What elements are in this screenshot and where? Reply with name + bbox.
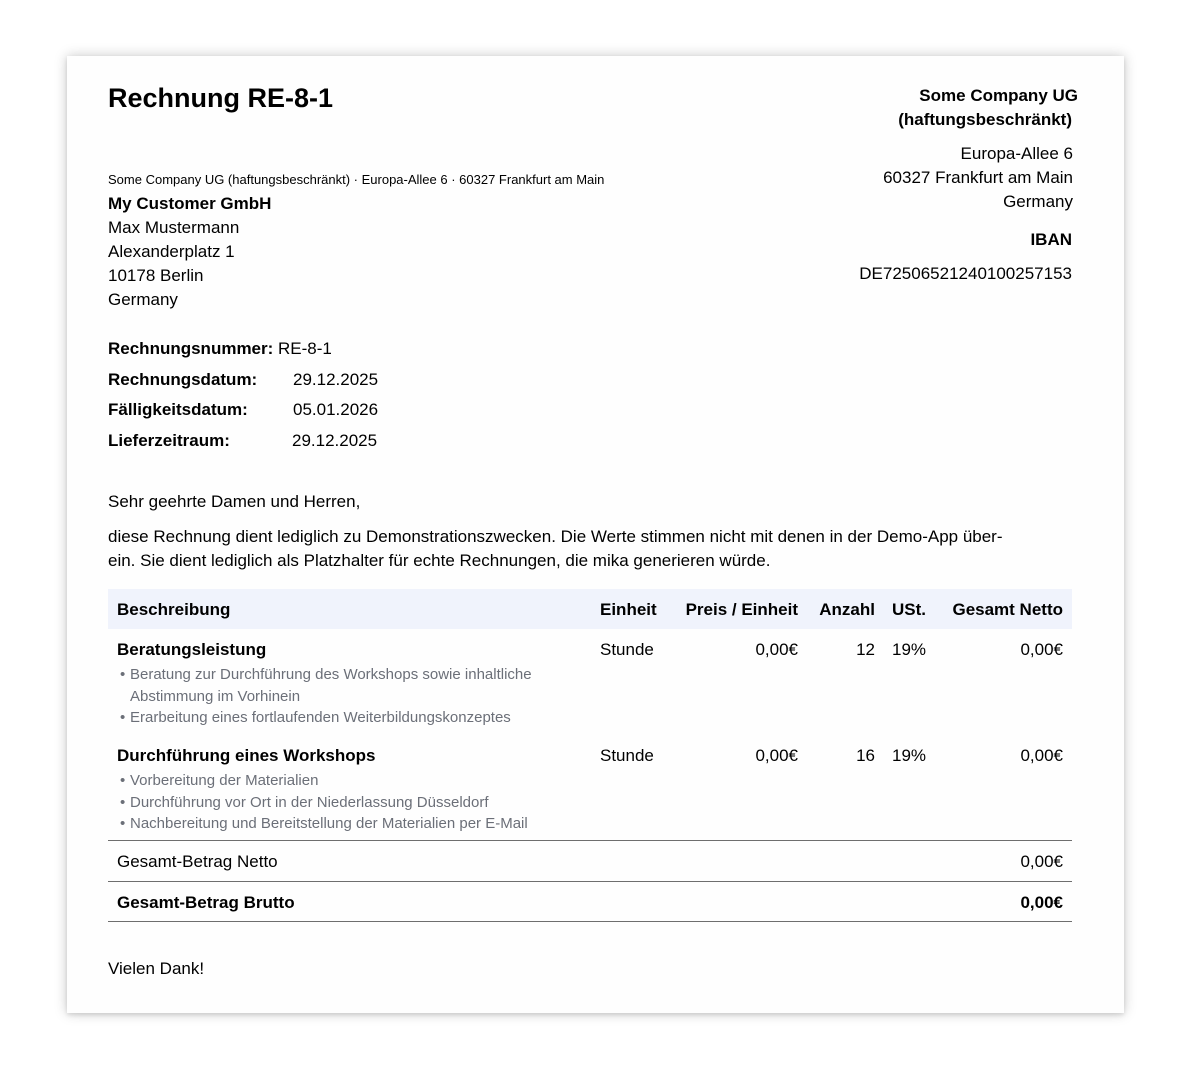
- table-row: [108, 735, 1072, 840]
- invoice-title: Rechnung RE-8-1: [108, 83, 334, 113]
- sender-address: [883, 142, 1073, 214]
- invoice-date-label: Rechnungsdatum:: [108, 369, 258, 389]
- item-name: Durchführung eines Workshops: [117, 746, 376, 765]
- header-unit: Einheit: [600, 600, 657, 619]
- list-item: • Beratung zur Durchführung des Workshops sowie inhaltliche Abstimmung im Vorhinein: [120, 666, 532, 705]
- recipient-company: My Customer GmbH: [108, 194, 272, 213]
- table-row: [108, 629, 1072, 735]
- invoice-number-value: RE-8-1: [278, 339, 332, 358]
- item-quantity: 12: [856, 640, 875, 659]
- invoice-meta: [108, 339, 379, 461]
- sender-country: Germany: [1003, 192, 1073, 211]
- delivery-period-label: Lieferzeitraum:: [108, 430, 230, 450]
- iban-label: IBAN: [1030, 230, 1072, 249]
- item-vat: 19%: [892, 640, 927, 659]
- header-vat: USt.: [892, 600, 926, 619]
- gross-total-label: Gesamt-Betrag Brutto: [117, 893, 295, 912]
- net-total-row: [108, 840, 1072, 881]
- sender-name-line1: Some Company UG: [919, 86, 1078, 105]
- sender-return-address: Some Company UG (haftungsbeschränkt) · Europa-Allee 6 · 60327 Frankfurt am Main: [108, 172, 605, 187]
- sender-city: 60327 Frankfurt am Main: [883, 168, 1073, 187]
- item-price: 0,00€: [755, 746, 798, 765]
- net-total-value: 0,00€: [1020, 852, 1063, 871]
- list-item: • Durchführung vor Ort in der Niederlassung Düsseldorf: [120, 793, 489, 811]
- iban-value: DE72506521240100257153: [859, 264, 1072, 283]
- recipient-address: [108, 192, 271, 312]
- meta-row-period: [108, 430, 378, 462]
- meta-row-date: [108, 369, 379, 401]
- item-vat: 19%: [892, 746, 927, 765]
- line-items-table: [108, 589, 1072, 922]
- invoice-page: [67, 56, 1124, 1013]
- due-date-value: 05.01.2026: [293, 400, 379, 419]
- sender-name-line2: (haftungsbeschränkt): [898, 110, 1072, 129]
- meta-row-due: [108, 400, 379, 431]
- item-quantity: 16: [856, 746, 875, 765]
- item-name: Beratungsleistung: [117, 640, 267, 659]
- invoice-number-label: Rechnungsnummer:: [108, 339, 274, 358]
- item-unit: Stunde: [600, 746, 654, 765]
- recipient-country: Germany: [108, 290, 178, 309]
- gross-total-row: [108, 881, 1072, 922]
- item-total: 0,00€: [1020, 746, 1063, 765]
- item-price: 0,00€: [755, 640, 798, 659]
- sender-street: Europa-Allee 6: [960, 144, 1073, 163]
- net-total-label: Gesamt-Betrag Netto: [117, 852, 278, 871]
- item-unit: Stunde: [600, 640, 654, 659]
- item-bullets: [116, 770, 528, 835]
- greeting: Sehr geehrte Damen und Herren,: [108, 492, 361, 511]
- item-total: 0,00€: [1020, 640, 1063, 659]
- closing-text: Vielen Dank!: [108, 959, 205, 978]
- header-price: Preis / Einheit: [685, 600, 798, 619]
- header-total: Gesamt Netto: [952, 600, 1063, 619]
- sender-company-name: [778, 84, 1078, 132]
- table-header: [108, 589, 1072, 629]
- letter-body-line1: diese Rechnung dient lediglich zu Demonstrationszwecken. Die Werte stimmen nicht mit denen in der Demo-App über-: [108, 527, 1003, 546]
- gross-total-value: 0,00€: [1020, 893, 1063, 912]
- list-item: • Erarbeitung eines fortlaufenden Weiterbildungskonzeptes: [120, 709, 511, 726]
- due-date-label: Fälligkeitsdatum:: [108, 400, 248, 419]
- item-bullets: [116, 664, 532, 729]
- letter-body-line2: ein. Sie dient lediglich als Platzhalter für echte Rechnungen, die mika generieren würde.: [108, 551, 771, 570]
- invoice-date-value: 29.12.2025: [293, 369, 379, 389]
- recipient-name: Max Mustermann: [108, 218, 240, 237]
- letter-body: [108, 525, 1073, 573]
- recipient-street: Alexanderplatz 1: [108, 242, 235, 261]
- header-quantity: Anzahl: [819, 600, 875, 619]
- header-description: Beschreibung: [117, 600, 231, 619]
- list-item: • Vorbereitung der Materialien: [120, 772, 319, 789]
- recipient-city: 10178 Berlin: [108, 266, 204, 285]
- delivery-period-value: 29.12.2025: [292, 430, 378, 450]
- meta-row-number: [108, 339, 332, 370]
- list-item: • Nachbereitung und Bereitstellung der Materialien per E-Mail: [120, 815, 528, 832]
